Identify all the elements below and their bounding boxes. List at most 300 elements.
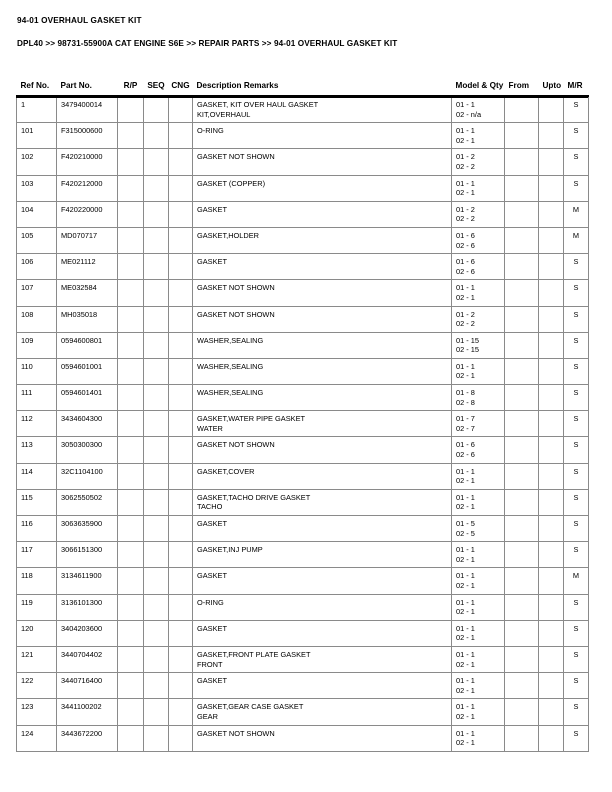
cell-upto [539,620,564,646]
remarks-line [197,633,447,643]
cell-from [505,725,539,751]
cell-model-qty [452,489,505,515]
description-line: GASKET, KIT OVER HAUL GASKET [197,100,319,109]
description-line: WASHER,SEALING [197,388,264,398]
cell-ref-no: 107 [17,280,57,306]
cell-cng [169,568,193,594]
column-header-model-qty: Model & Qty [455,81,504,90]
cell-seq [144,201,169,227]
cell-seq [144,385,169,411]
model-qty-line: 01 - 1 [456,702,475,712]
cell-seq [144,96,169,123]
cell-ref-no: 119 [17,594,57,620]
cell-model-qty [452,542,505,568]
cell-seq [144,306,169,332]
cell-seq [144,254,169,280]
remarks-line: KIT,OVERHAUL [197,109,251,119]
cell-cng [169,646,193,672]
description-line: GASKET [197,623,227,633]
cell-model-qty [452,254,505,280]
cell-rp [118,254,144,280]
remarks-line [197,476,447,486]
cell-model-qty [452,149,505,175]
cell-from [505,542,539,568]
cell-rp [118,673,144,699]
description-line: GASKET [197,676,227,686]
cell-upto [539,516,564,542]
remarks-line: GEAR [197,711,218,721]
cell-ref-no: 111 [17,385,57,411]
cell-part-no: 3441100202 [57,699,118,725]
cell-from [505,489,539,515]
cell-from [505,699,539,725]
column-header-mr: M/R [567,81,583,90]
model-qty-line: 01 - 1 [456,728,475,738]
cell-description [193,96,452,123]
model-qty-line: 01 - 6 [456,230,475,240]
cell-from [505,254,539,280]
table-row [17,411,589,437]
table-row [17,96,589,123]
remarks-line [197,214,447,224]
cell-rp [118,542,144,568]
remarks-line: TACHO [197,502,223,512]
description-line: GASKET NOT SHOWN [197,440,275,450]
model-qty-line: 01 - 1 [456,283,475,293]
cell-from [505,201,539,227]
cell-part-no: ME021112 [57,254,118,280]
table-row [17,306,589,332]
cell-part-no: 3440704402 [57,646,118,672]
description-line: GASKET [197,519,227,528]
table-row [17,489,589,515]
cell-cng [169,542,193,568]
cell-model-qty [452,673,505,699]
table-row [17,725,589,751]
cell-model-qty [452,516,505,542]
cell-part-no: 3066151300 [57,542,118,568]
cell-cng [169,489,193,515]
remarks-line [197,607,447,617]
cell-model-qty [452,437,505,463]
cell-cng [169,280,193,306]
model-qty-line: 01 - 1 [456,100,475,109]
cell-upto [539,306,564,332]
cell-mr: S [564,725,589,751]
cell-description [193,149,452,175]
cell-part-no: 3136101300 [57,594,118,620]
remarks-line [197,450,447,460]
table-row [17,437,589,463]
cell-part-no: 3443672200 [57,725,118,751]
model-qty-line: 02 - 2 [456,161,475,171]
cell-description [193,463,452,489]
cell-cng [169,358,193,384]
cell-seq [144,332,169,358]
cell-part-no: 32C1104100 [57,463,118,489]
cell-seq [144,725,169,751]
cell-ref-no: 118 [17,568,57,594]
cell-seq [144,358,169,384]
remarks-line [197,267,447,277]
cell-mr: S [564,358,589,384]
cell-ref-no: 121 [17,646,57,672]
cell-mr: S [564,646,589,672]
cell-model-qty [452,463,505,489]
cell-seq [144,699,169,725]
cell-from [505,411,539,437]
column-header-from: From [508,81,529,90]
cell-rp [118,227,144,253]
table-header [17,81,589,96]
model-qty-line: 01 - 1 [456,178,475,188]
description-line: WASHER,SEALING [197,335,264,345]
cell-from [505,516,539,542]
table-row [17,149,589,175]
cell-ref-no: 110 [17,358,57,384]
model-qty-line: 02 - 1 [456,659,475,669]
model-qty-line: 02 - 6 [456,450,475,460]
cell-upto [539,673,564,699]
remarks-line [197,738,447,748]
parts-table [16,81,589,752]
model-qty-line: 02 - 1 [456,738,475,748]
cell-from [505,620,539,646]
cell-part-no: 3404203600 [57,620,118,646]
cell-upto [539,385,564,411]
cell-description [193,489,452,515]
cell-from [505,594,539,620]
cell-cng [169,725,193,751]
cell-model-qty [452,358,505,384]
cell-rp [118,201,144,227]
cell-seq [144,620,169,646]
table-row [17,227,589,253]
cell-from [505,437,539,463]
cell-ref-no: 113 [17,437,57,463]
cell-description [193,254,452,280]
cell-upto [539,568,564,594]
table-row [17,280,589,306]
cell-model-qty [452,385,505,411]
cell-part-no: ME032584 [57,280,118,306]
cell-upto [539,725,564,751]
column-header-description: Description Remarks [196,81,279,90]
remarks-line: FRONT [197,659,223,669]
model-qty-line: 02 - n/a [456,109,482,119]
model-qty-line: 01 - 1 [456,571,475,581]
cell-from [505,227,539,253]
cell-mr: M [564,568,589,594]
cell-seq [144,673,169,699]
cell-model-qty [452,123,505,149]
cell-from [505,123,539,149]
cell-cng [169,175,193,201]
cell-rp [118,437,144,463]
cell-rp [118,175,144,201]
cell-upto [539,96,564,123]
cell-ref-no: 116 [17,516,57,542]
table-row [17,175,589,201]
model-qty-line: 01 - 6 [456,440,475,450]
cell-upto [539,254,564,280]
header-divider [16,97,588,98]
model-qty-line: 01 - 15 [456,335,480,345]
cell-rp [118,568,144,594]
model-qty-line: 02 - 2 [456,214,475,224]
cell-description [193,227,452,253]
cell-ref-no: 109 [17,332,57,358]
cell-seq [144,175,169,201]
description-line: GASKET,HOLDER [197,230,260,240]
cell-model-qty [452,175,505,201]
model-qty-line: 01 - 2 [456,309,475,319]
column-header-seq: SEQ [147,81,165,90]
table-row [17,542,589,568]
cell-mr: M [564,201,589,227]
table-row [17,568,589,594]
cell-ref-no: 101 [17,123,57,149]
cell-ref-no: 114 [17,463,57,489]
description-line: GASKET NOT SHOWN [197,283,275,293]
cell-model-qty [452,594,505,620]
cell-mr: S [564,594,589,620]
model-qty-line: 02 - 7 [456,423,475,433]
cell-cng [169,149,193,175]
cell-description [193,516,452,542]
cell-upto [539,123,564,149]
cell-rp [118,280,144,306]
description-line: GASKET,COVER [197,466,255,476]
cell-from [505,385,539,411]
column-header-cng: CNG [171,81,190,90]
cell-mr: S [564,96,589,123]
cell-upto [539,149,564,175]
cell-upto [539,201,564,227]
cell-mr: S [564,516,589,542]
cell-part-no: 0594601001 [57,358,118,384]
cell-cng [169,463,193,489]
model-qty-line: 02 - 1 [456,711,475,721]
model-qty-line: 02 - 1 [456,476,475,486]
cell-cng [169,673,193,699]
cell-seq [144,463,169,489]
description-line: O-RING [197,597,224,607]
cell-upto [539,594,564,620]
cell-mr: S [564,385,589,411]
cell-ref-no: 115 [17,489,57,515]
remarks-line [197,686,447,696]
description-line: GASKET [197,571,227,581]
column-header-part: Part No. [60,81,92,90]
cell-seq [144,594,169,620]
remarks-line [197,162,447,172]
remarks-line [197,555,447,565]
cell-mr: S [564,699,589,725]
cell-part-no: 0594601401 [57,385,118,411]
model-qty-line: 02 - 1 [456,135,475,145]
cell-cng [169,437,193,463]
cell-description [193,673,452,699]
cell-model-qty [452,568,505,594]
cell-description [193,201,452,227]
cell-model-qty [452,201,505,227]
model-qty-line: 01 - 1 [456,545,475,555]
model-qty-line: 01 - 1 [456,649,475,659]
column-header-upto: Upto [542,81,562,90]
cell-part-no: 3063635900 [57,516,118,542]
cell-from [505,646,539,672]
description-line: WASHER,SEALING [197,361,264,371]
model-qty-line: 02 - 1 [456,607,475,617]
model-qty-line: 02 - 1 [456,371,475,381]
cell-mr: S [564,280,589,306]
table-row [17,332,589,358]
cell-description [193,280,452,306]
cell-ref-no: 1 [17,96,57,123]
description-line: GASKET NOT SHOWN [197,152,275,162]
cell-ref-no: 102 [17,149,57,175]
table-row [17,123,589,149]
cell-cng [169,123,193,149]
cell-from [505,463,539,489]
cell-model-qty [452,620,505,646]
cell-upto [539,227,564,253]
model-qty-line: 02 - 2 [456,319,475,329]
cell-description [193,620,452,646]
cell-from [505,96,539,123]
cell-seq [144,542,169,568]
cell-part-no: 3134611900 [57,568,118,594]
cell-model-qty [452,699,505,725]
model-qty-line: 01 - 1 [456,597,475,607]
cell-upto [539,646,564,672]
cell-from [505,358,539,384]
cell-model-qty [452,280,505,306]
remarks-line [197,293,447,303]
cell-rp [118,594,144,620]
cell-part-no: F420210000 [57,149,118,175]
cell-ref-no: 112 [17,411,57,437]
model-qty-line: 01 - 1 [456,623,475,633]
cell-upto [539,332,564,358]
cell-mr: S [564,489,589,515]
cell-description [193,385,452,411]
cell-part-no: F420212000 [57,175,118,201]
model-qty-line: 02 - 1 [456,554,475,564]
cell-rp [118,306,144,332]
cell-description [193,646,452,672]
cell-mr: S [564,123,589,149]
cell-mr: S [564,149,589,175]
cell-mr: S [564,332,589,358]
cell-seq [144,280,169,306]
cell-ref-no: 124 [17,725,57,751]
cell-cng [169,227,193,253]
cell-model-qty [452,646,505,672]
cell-ref-no: 108 [17,306,57,332]
cell-rp [118,411,144,437]
cell-rp [118,385,144,411]
model-qty-line: 01 - 1 [456,466,475,476]
cell-cng [169,411,193,437]
cell-upto [539,699,564,725]
cell-upto [539,175,564,201]
cell-from [505,149,539,175]
cell-description [193,437,452,463]
cell-mr: M [564,227,589,253]
cell-from [505,175,539,201]
cell-upto [539,489,564,515]
table-row [17,673,589,699]
cell-upto [539,280,564,306]
cell-model-qty [452,411,505,437]
cell-description [193,568,452,594]
description-line: O-RING [197,126,224,136]
cell-rp [118,332,144,358]
cell-cng [169,201,193,227]
remarks-line [197,136,447,146]
cell-rp [118,463,144,489]
cell-cng [169,332,193,358]
model-qty-line: 02 - 6 [456,266,475,276]
remarks-line: WATER [197,423,223,433]
description-line: GASKET,WATER PIPE GASKET [197,414,306,424]
cell-seq [144,489,169,515]
cell-description [193,358,452,384]
model-qty-line: 02 - 6 [456,240,475,250]
model-qty-line: 01 - 7 [456,414,475,424]
cell-cng [169,594,193,620]
remarks-line [197,398,447,408]
model-qty-line: 02 - 1 [456,580,475,590]
cell-mr: S [564,175,589,201]
cell-ref-no: 122 [17,673,57,699]
breadcrumb: DPL40 >> 98731-55900A CAT ENGINE S6E >> REPAIR PARTS >> 94-01 OVERHAUL GASKET KIT [17,39,398,48]
model-qty-line: 02 - 1 [456,502,475,512]
cell-part-no: MH035018 [57,306,118,332]
model-qty-line: 01 - 1 [456,676,475,686]
cell-seq [144,123,169,149]
cell-from [505,332,539,358]
cell-upto [539,411,564,437]
cell-ref-no: 103 [17,175,57,201]
cell-ref-no: 123 [17,699,57,725]
cell-model-qty [452,725,505,751]
description-line: GASKET NOT SHOWN [197,728,275,738]
remarks-line [197,319,447,329]
table-header-row [17,81,589,96]
cell-rp [118,149,144,175]
table-row [17,516,589,542]
cell-cng [169,306,193,332]
remarks-line [197,581,447,591]
column-header-ref: Ref No. [20,81,50,90]
cell-ref-no: 105 [17,227,57,253]
model-qty-line: 02 - 8 [456,397,475,407]
cell-rp [118,725,144,751]
page-title: 94-01 OVERHAUL GASKET KIT [17,16,142,25]
model-qty-line: 01 - 1 [456,126,475,136]
model-qty-line: 01 - 1 [456,492,475,502]
cell-from [505,568,539,594]
cell-description [193,699,452,725]
description-line: GASKET,FRONT PLATE GASKET [197,649,311,659]
cell-cng [169,385,193,411]
cell-rp [118,646,144,672]
description-line: GASKET [197,257,227,267]
cell-upto [539,437,564,463]
